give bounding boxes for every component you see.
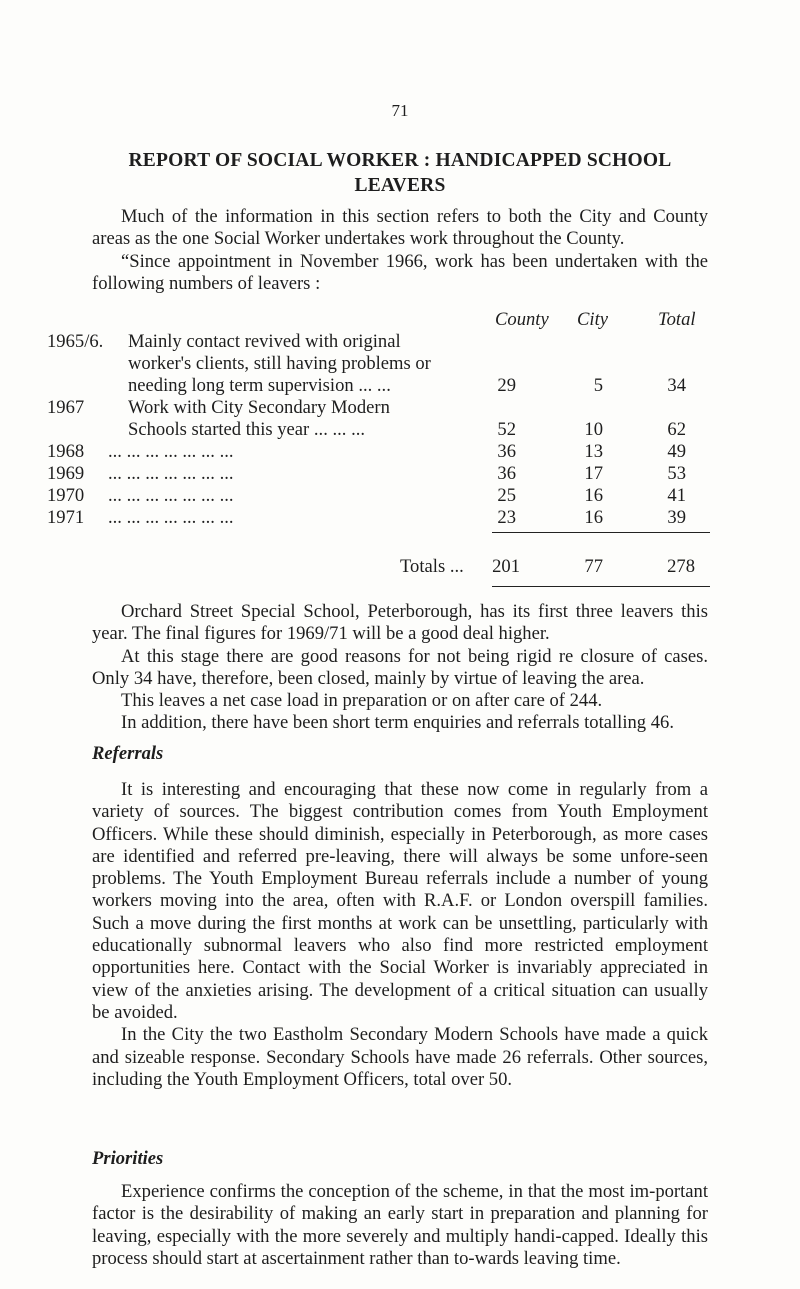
row-desc-line: Work with City Secondary Modern: [128, 397, 390, 418]
row-year: 1968: [47, 441, 85, 462]
row-year: 1965/6.: [47, 331, 104, 352]
row-leader-dots: ... ... ... ... ... ... ...: [108, 507, 234, 528]
row-county: 36: [497, 441, 516, 462]
row-city: 17: [584, 463, 603, 484]
row-year: 1970: [47, 485, 85, 506]
after-table-paragraph-2: At this stage there are good reasons for not being rigid re closure of cases. Only 34 have, therefore, been closed, mainly by virtue of leaving the area.: [92, 645, 708, 689]
after-table-paragraph-4: In addition, there have been short term enquiries and referrals totalling 46.: [121, 712, 674, 734]
row-county: 25: [497, 485, 516, 506]
row-desc-line: Schools started this year ... ... ...: [128, 419, 366, 440]
intro-paragraph-2: “Since appointment in November 1966, work has been undertaken with the following numbers of leavers :: [92, 250, 708, 294]
row-desc-line: worker's clients, still having problems or: [128, 353, 431, 374]
row-county: 36: [497, 463, 516, 484]
row-total: 53: [667, 463, 686, 484]
row-county: 29: [497, 375, 516, 396]
priorities-section: [92, 1181, 708, 1270]
row-city: 16: [584, 507, 603, 528]
totals-county: 201: [492, 556, 520, 577]
page-title: [100, 148, 700, 198]
referrals-paragraph-2: In the City the two Eastholm Secondary Modern Schools have made a quick and sizeable response. Secondary Schools have made 26 referrals. Other sources, including the Youth Employment Officers, total over 50.: [92, 1024, 708, 1090]
after-table-paragraph-1: Orchard Street Special School, Peterborough, has its first three leavers this year. The final figures for 1969/71 will be a good deal higher.: [92, 601, 708, 645]
referrals-section: [92, 779, 708, 1091]
row-city: 5: [593, 375, 603, 396]
page-number: 71: [391, 101, 409, 120]
row-city: 10: [584, 419, 603, 440]
title-line-2: LEAVERS: [354, 175, 446, 196]
header-county: County: [495, 309, 549, 330]
header-city: City: [577, 309, 608, 330]
intro-section: [92, 206, 708, 295]
row-leader-dots: ... ... ... ... ... ... ...: [108, 441, 234, 462]
row-total: 62: [667, 419, 686, 440]
referrals-heading: Referrals: [92, 743, 164, 764]
row-city: 13: [584, 441, 603, 462]
row-year: 1967: [47, 397, 85, 418]
row-city: 16: [584, 485, 603, 506]
row-total: 34: [667, 375, 686, 396]
after-table-paragraph-3: This leaves a net case load in preparation or on after care of 244.: [121, 690, 603, 712]
row-leader-dots: ... ... ... ... ... ... ...: [108, 485, 234, 506]
title-line-1: REPORT OF SOCIAL WORKER : HANDICAPPED SCHOOL: [128, 150, 672, 171]
row-year: 1971: [47, 507, 85, 528]
row-county: 23: [497, 507, 516, 528]
priorities-paragraph-1: Experience confirms the conception of the scheme, in that the most im-portant factor is the desirability of making an early start in preparation and planning for leaving, especially with the more severely and multiply handi-capped. Ideally this process should start at ascertainment rather than to-wards leaving time.: [92, 1181, 708, 1269]
totals-label: Totals ...: [400, 556, 464, 577]
totals-total: 278: [667, 556, 695, 577]
row-desc-line: Mainly contact revived with original: [128, 331, 401, 352]
row-county: 52: [497, 419, 516, 440]
row-total: 49: [667, 441, 686, 462]
header-total: Total: [658, 309, 696, 330]
priorities-heading: Priorities: [92, 1148, 164, 1169]
referrals-paragraph-1: It is interesting and encouraging that these now come in regularly from a variety of sources. The biggest contribution comes from Youth Employment Officers. While these should diminish, especially in Peterborough, as more cases are identified and referred pre-leaving, there will always be some unfore-seen problems. The Youth Employment Bureau referrals include a number of young workers moving into the area, often with R.A.F. or London overspill families. Such a move during the first months at work can be unsettling, particularly with educationally subnormal leavers who also find more restricted employment opportunities here. Contact with the Social Worker is invariably appreciated in view of the anxieties arising. The development of a critical situation can usually be avoided.: [92, 779, 708, 1023]
after-table-section: [92, 601, 708, 735]
row-total: 41: [667, 485, 686, 506]
totals-top-rule: [492, 532, 710, 533]
totals-bottom-rule: [492, 586, 710, 587]
row-year: 1969: [47, 463, 85, 484]
totals-city: 77: [584, 556, 603, 577]
row-leader-dots: ... ... ... ... ... ... ...: [108, 463, 234, 484]
row-total: 39: [667, 507, 686, 528]
intro-paragraph-1: Much of the information in this section refers to both the City and County areas as the one Social Worker undertakes work throughout the County.: [92, 206, 708, 250]
row-desc-line: needing long term supervision ... ...: [128, 375, 391, 396]
